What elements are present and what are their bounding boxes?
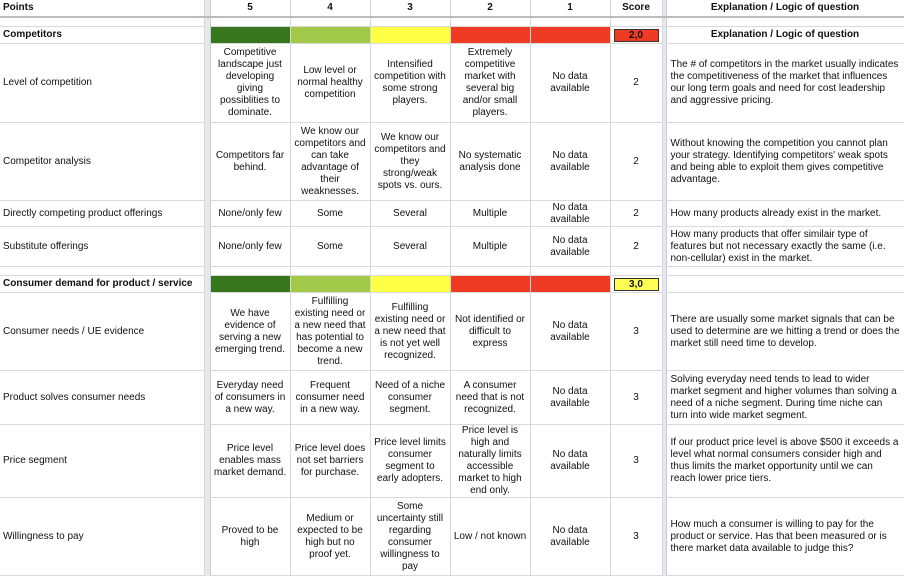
level-2-swatch[interactable] (450, 276, 530, 293)
cell-4[interactable]: Frequent consumer need in a new way. (290, 371, 370, 425)
cell-score[interactable]: 2 (610, 227, 662, 267)
cell-3[interactable]: Several (370, 201, 450, 227)
cell-1[interactable]: No data available (530, 371, 610, 425)
cell-score[interactable]: 3 (610, 293, 662, 371)
cell-3[interactable]: Need of a niche consumer segment. (370, 371, 450, 425)
cell-2[interactable]: Multiple (450, 227, 530, 267)
cell-3[interactable]: Fulfilling existing need or a new need that is not yet well recognized. (370, 293, 450, 371)
section-explanation-empty[interactable] (666, 276, 904, 293)
cell-4[interactable]: Fulfilling existing need or a new need that has potential to become a new trend. (290, 293, 370, 371)
cell-score[interactable]: 2 (610, 44, 662, 123)
cell-explanation[interactable]: How many products already exist in the market. (666, 201, 904, 227)
section-score-cell[interactable] (610, 276, 662, 293)
cell-3[interactable]: Price level limits consumer segment to early adopters. (370, 425, 450, 498)
cell-explanation[interactable]: How much a consumer is willing to pay for the product or service. Has that been measured or is there market data available to judge this? (666, 498, 904, 576)
cell-1[interactable]: No data available (530, 227, 610, 267)
cell-5[interactable]: We have evidence of serving a new emerging trend. (210, 293, 290, 371)
cell-5[interactable]: Price level enables mass market demand. (210, 425, 290, 498)
level-2-swatch[interactable] (450, 27, 530, 44)
cell-3[interactable]: Some uncertainty still regarding consumer willingness to pay (370, 498, 450, 576)
section-explanation-header[interactable]: Explanation / Logic of question (666, 27, 904, 44)
table-row (0, 44, 904, 123)
cell-2[interactable]: Multiple (450, 201, 530, 227)
level-3-swatch[interactable] (370, 27, 450, 44)
cell-score[interactable]: 3 (610, 498, 662, 576)
header-5[interactable]: 5 (210, 0, 290, 17)
header-points[interactable]: Points (0, 0, 204, 17)
spacer-row (0, 17, 904, 27)
cell-3[interactable]: Several (370, 227, 450, 267)
cell-2[interactable]: No systematic analysis done (450, 123, 530, 201)
row-label[interactable]: Willingness to pay (0, 498, 204, 576)
header-row (0, 0, 904, 17)
level-3-swatch[interactable] (370, 276, 450, 293)
header-4[interactable]: 4 (290, 0, 370, 17)
cell-2[interactable]: Not identified or difficult to express (450, 293, 530, 371)
row-label[interactable]: Competitor analysis (0, 123, 204, 201)
row-label[interactable]: Price segment (0, 425, 204, 498)
section-competitors (0, 27, 904, 44)
section-consumer-demand (0, 276, 904, 293)
spacer-row (0, 267, 904, 276)
cell-explanation[interactable]: The # of competitors in the market usually indicates the competitiveness of the market that influences our long term goals and need for cost leadership and aggressive pricing. (666, 44, 904, 123)
cell-4[interactable]: Low level or normal healthy competition (290, 44, 370, 123)
cell-4[interactable]: Some (290, 227, 370, 267)
section-title[interactable]: Consumer demand for product / service (0, 276, 204, 293)
row-label[interactable]: Consumer needs / UE evidence (0, 293, 204, 371)
table-row (0, 201, 904, 227)
table-row (0, 227, 904, 267)
table-row (0, 425, 904, 498)
row-label[interactable]: Product solves consumer needs (0, 371, 204, 425)
header-3[interactable]: 3 (370, 0, 450, 17)
level-5-swatch[interactable] (210, 27, 290, 44)
cell-1[interactable]: No data available (530, 44, 610, 123)
level-1-swatch[interactable] (530, 27, 610, 44)
cell-5[interactable]: Everyday need of consumers in a new way. (210, 371, 290, 425)
section-title[interactable]: Competitors (0, 27, 204, 44)
cell-explanation[interactable]: Solving everyday need tends to lead to wider market segment and higher volumes than solving a need of a niche segment. During time niche can turn into wide market segment. (666, 371, 904, 425)
level-5-swatch[interactable] (210, 276, 290, 293)
cell-1[interactable]: No data available (530, 425, 610, 498)
row-label[interactable]: Substitute offerings (0, 227, 204, 267)
header-2[interactable]: 2 (450, 0, 530, 17)
cell-5[interactable]: None/only few (210, 201, 290, 227)
cell-5[interactable]: Competitors far behind. (210, 123, 290, 201)
cell-score[interactable]: 3 (610, 371, 662, 425)
cell-1[interactable]: No data available (530, 123, 610, 201)
table-row (0, 123, 904, 201)
cell-1[interactable]: No data available (530, 293, 610, 371)
header-explanation[interactable]: Explanation / Logic of question (666, 0, 904, 17)
cell-4[interactable]: Some (290, 201, 370, 227)
row-label[interactable]: Directly competing product offerings (0, 201, 204, 227)
table-row (0, 498, 904, 576)
section-score: 2,0 (614, 29, 659, 42)
section-score: 3,0 (614, 278, 659, 291)
cell-explanation[interactable]: Without knowing the competition you cannot plan your strategy. Identifying competitors' weak spots and being able to exploit them gives competitive advantage. (666, 123, 904, 201)
header-score[interactable]: Score (610, 0, 662, 17)
cell-4[interactable]: Medium or expected to be high but no proof yet. (290, 498, 370, 576)
table-row (0, 371, 904, 425)
cell-5[interactable]: Competitive landscape just developing giving possiblities to dominate. (210, 44, 290, 123)
cell-score[interactable]: 2 (610, 201, 662, 227)
cell-explanation[interactable]: There are usually some market signals that can be used to determine are we hitting a trend or does the market still need time to develop. (666, 293, 904, 371)
section-score-cell[interactable] (610, 27, 662, 44)
level-1-swatch[interactable] (530, 276, 610, 293)
table-row (0, 293, 904, 371)
cell-2[interactable]: Extremely competitive market with several big and/or small players. (450, 44, 530, 123)
level-4-swatch[interactable] (290, 276, 370, 293)
cell-4[interactable]: We know our competitors and can take advantage of their weaknesses. (290, 123, 370, 201)
cell-2[interactable]: Price level is high and naturally limits accessible market to high end only. (450, 425, 530, 498)
cell-4[interactable]: Price level does not set barriers for purchase. (290, 425, 370, 498)
level-4-swatch[interactable] (290, 27, 370, 44)
cell-explanation[interactable]: How many products that offer similair type of features but not necessary exactly the same (i.e. non-cellular) exist in the market. (666, 227, 904, 267)
cell-5[interactable]: Proved to be high (210, 498, 290, 576)
cell-3[interactable]: Intensified competition with some strong players. (370, 44, 450, 123)
cell-1[interactable]: No data available (530, 201, 610, 227)
cell-5[interactable]: None/only few (210, 227, 290, 267)
cell-2[interactable]: A consumer need that is not recognized. (450, 371, 530, 425)
cell-score[interactable]: 3 (610, 425, 662, 498)
row-label[interactable]: Level of competition (0, 44, 204, 123)
cell-2[interactable]: Low / not known (450, 498, 530, 576)
cell-1[interactable]: No data available (530, 498, 610, 576)
header-1[interactable]: 1 (530, 0, 610, 17)
cell-score[interactable]: 2 (610, 123, 662, 201)
cell-explanation[interactable]: If our product price level is above $500 it exceeds a level what normal consumers consider high and thus limits the market opportunity until we can reach lower price tiers. (666, 425, 904, 498)
cell-3[interactable]: We know our competitors and they strong/weak spots vs. ours. (370, 123, 450, 201)
